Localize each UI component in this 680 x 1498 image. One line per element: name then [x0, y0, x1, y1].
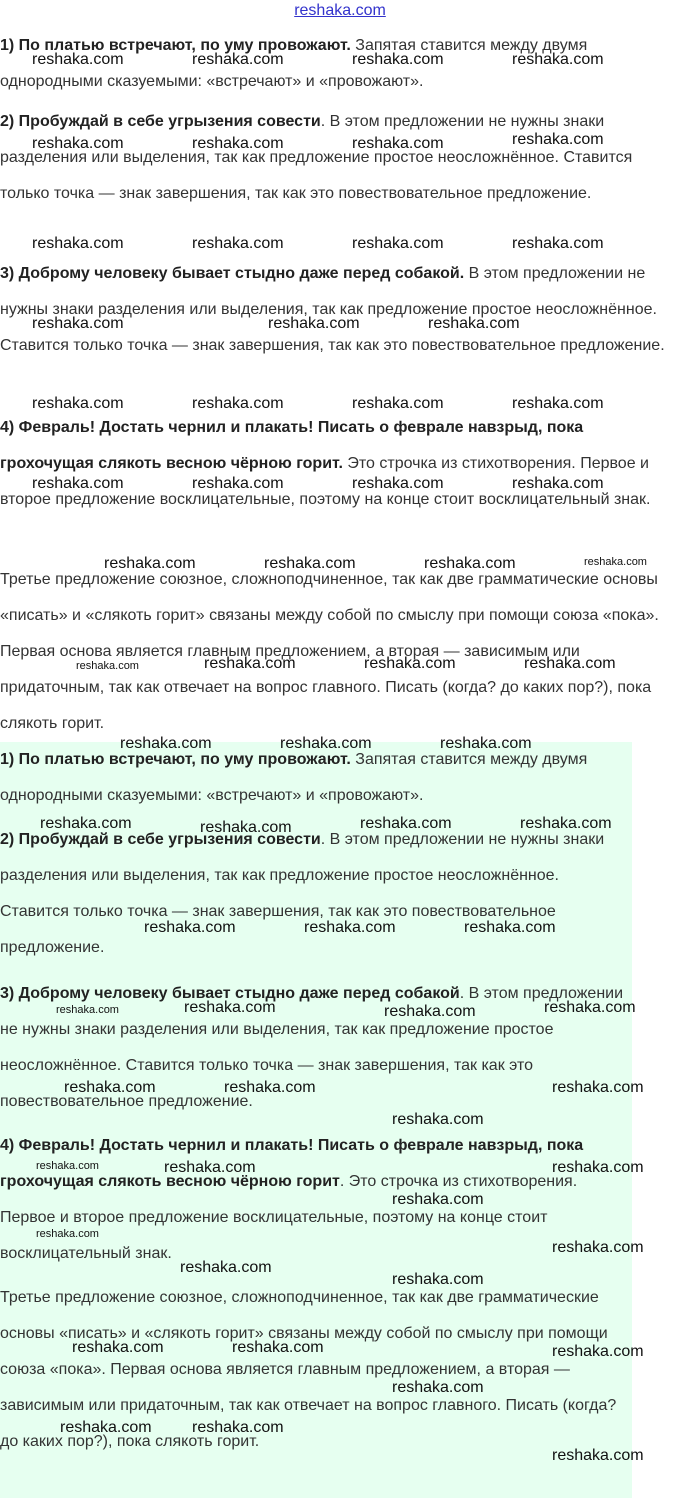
watermark: reshaka.com — [164, 1159, 256, 1176]
watermark: reshaka.com — [352, 51, 444, 68]
answer-b-item-3 — [0, 976, 628, 1120]
watermark: reshaka.com — [512, 51, 604, 68]
watermark: reshaka.com — [524, 655, 616, 672]
answer-a-item-3-text: В этом предложении не нужны знаки разделения или выделения, так как предложение простое неосложнённое. Ставится только точка — знак завершения, так как это повествовательное предложение. — [0, 265, 665, 354]
answer-a-item-3 — [0, 256, 678, 364]
watermark: reshaka.com — [392, 1191, 484, 1208]
answer-a-item-2-bold: 2) Пробуждай в себе угрызения совести — [0, 113, 321, 130]
watermark: reshaka.com — [440, 735, 532, 752]
watermark: reshaka.com — [72, 1339, 164, 1356]
watermark: reshaka.com — [552, 1239, 644, 1256]
watermark: reshaka.com — [60, 1419, 152, 1436]
watermark: reshaka.com — [392, 1111, 484, 1128]
watermark: reshaka.com — [512, 235, 604, 252]
watermark: reshaka.com — [360, 815, 452, 832]
watermark: reshaka.com — [464, 919, 556, 936]
watermark: reshaka.com — [392, 1379, 484, 1396]
watermark: reshaka.com — [520, 815, 612, 832]
answer-b-item-5-text: Третье предложение союзное, сложноподчиненное, так как две грамматические основы «писать» и «слякоть горит» связаны между собой по смыслу при помощи союза «пока». Первая основа является главным предложением, а вторая — зависимым или придаточным, так как отвечает на вопрос главного. Писать (когда? до каких пор?), пока слякоть горит. — [0, 1289, 617, 1450]
watermark: reshaka.com — [584, 556, 647, 568]
watermark: reshaka.com — [364, 655, 456, 672]
watermark: reshaka.com — [120, 735, 212, 752]
answer-a-item-1 — [0, 28, 678, 100]
watermark: reshaka.com — [192, 395, 284, 412]
answer-b-item-3-text: . В этом предложении не нужны знаки разделения или выделения, так как предложение простое неосложнённое. Ставится только точка — знак завершения, так как это повествовательное предложение. — [0, 985, 624, 1110]
watermark: reshaka.com — [192, 475, 284, 492]
answer-b-item-1-bold: 1) По платью встречают, по уму провожают. — [0, 751, 351, 768]
watermark: reshaka.com — [56, 1004, 119, 1016]
answer-a-item-2 — [0, 104, 678, 212]
answer-a-item-1-text: Запятая ставится между двумя однородными сказуемыми: «встречают» и «провожают». — [0, 37, 588, 90]
answer-a-item-4-bold: 4) Февраль! Достать чернил и плакать! Писать о феврале навзрыд, пока грохочущая слякоть весною чёрною горит. — [0, 419, 584, 472]
watermark: reshaka.com — [552, 1159, 644, 1176]
watermark: reshaka.com — [544, 999, 636, 1016]
watermark: reshaka.com — [280, 735, 372, 752]
answer-a-item-4 — [0, 410, 678, 518]
watermark: reshaka.com — [512, 475, 604, 492]
watermark: reshaka.com — [512, 395, 604, 412]
watermark: reshaka.com — [76, 660, 139, 672]
watermark: reshaka.com — [512, 131, 604, 148]
answer-b-item-3-bold: 3) Доброму человеку бывает стыдно даже перед собакой — [0, 985, 460, 1002]
answer-b-item-4 — [0, 1128, 628, 1272]
watermark: reshaka.com — [32, 475, 124, 492]
watermark: reshaka.com — [64, 1079, 156, 1096]
answer-b-item-4-bold: 4) Февраль! Достать чернил и плакать! Писать о феврале навзрыд, пока грохочущая слякоть весною чёрною горит — [0, 1137, 584, 1190]
watermark: reshaka.com — [352, 135, 444, 152]
watermark: reshaka.com — [552, 1343, 644, 1360]
answer-a-item-5-text: Третье предложение союзное, сложноподчиненное, так как две грамматические основы «писать» и «слякоть горит» связаны между собой по смыслу при помощи союза «пока». Первая основа является главным предложением, а вторая — зависимым или придаточным, так как отвечает на вопрос главного. Писать (когда? до каких пор?), пока слякоть горит. — [0, 571, 659, 732]
watermark: reshaka.com — [184, 999, 276, 1016]
watermark: reshaka.com — [32, 135, 124, 152]
watermark: reshaka.com — [424, 555, 516, 572]
watermark: reshaka.com — [32, 51, 124, 68]
watermark: reshaka.com — [104, 555, 196, 572]
watermark: reshaka.com — [304, 919, 396, 936]
answer-a-item-1-bold: 1) По платью встречают, по уму провожают. — [0, 37, 351, 54]
answer-b-item-2 — [0, 819, 628, 966]
watermark: reshaka.com — [36, 1160, 99, 1172]
watermark: reshaka.com — [32, 235, 124, 252]
watermark: reshaka.com — [352, 395, 444, 412]
answer-b-item-2-bold: 2) Пробуждай в себе угрызения совести — [0, 831, 321, 848]
answer-section-a — [0, 24, 680, 740]
watermark: reshaka.com — [144, 919, 236, 936]
watermark: reshaka.com — [36, 1228, 99, 1240]
answer-a-item-4-text: Это строчка из стихотворения. Первое и второе предложение восклицательные, поэтому на конце стоит восклицательный знак. — [0, 455, 651, 508]
watermark: reshaka.com — [180, 1259, 272, 1276]
watermark: reshaka.com — [32, 315, 124, 332]
answer-a-item-3-bold: 3) Доброму человеку бывает стыдно даже перед собакой. — [0, 265, 465, 282]
watermark: reshaka.com — [192, 235, 284, 252]
watermark: reshaka.com — [232, 1339, 324, 1356]
answer-b-item-2-text: . В этом предложении не нужны знаки разделения или выделения, так как предложение простое неосложнённое. Ставится только точка — знак завершения, так как это повествовательное предложение. — [0, 831, 605, 956]
answer-a-item-5 — [0, 562, 678, 742]
watermark: reshaka.com — [552, 1447, 644, 1464]
answer-section-b — [0, 742, 632, 1498]
answer-b-item-1 — [0, 742, 628, 814]
watermark: reshaka.com — [204, 655, 296, 672]
watermark: reshaka.com — [428, 315, 520, 332]
answer-b-item-5 — [0, 1280, 628, 1460]
watermark: reshaka.com — [200, 819, 292, 836]
watermark: reshaka.com — [264, 555, 356, 572]
watermark: reshaka.com — [392, 1271, 484, 1288]
watermark: reshaka.com — [192, 135, 284, 152]
watermark: reshaka.com — [552, 1079, 644, 1096]
watermark: reshaka.com — [192, 1419, 284, 1436]
watermark: reshaka.com — [32, 395, 124, 412]
site-link[interactable]: reshaka.com — [294, 2, 386, 19]
watermark: reshaka.com — [352, 475, 444, 492]
watermark: reshaka.com — [352, 235, 444, 252]
answer-a-item-2-text: . В этом предложении не нужны знаки разделения или выделения, так как предложение простое неосложнённое. Ставится только точка — знак завершения, так как это повествовательное предложение. — [0, 113, 633, 202]
watermark: reshaka.com — [192, 51, 284, 68]
answer-b-item-4-text: . Это строчка из стихотворения. Первое и второе предложение восклицательные, поэтому на конце стоит восклицательный знак. — [0, 1173, 578, 1262]
watermark: reshaka.com — [268, 315, 360, 332]
watermark: reshaka.com — [224, 1079, 316, 1096]
watermark: reshaka.com — [384, 1003, 476, 1020]
answer-b-item-1-text: Запятая ставится между двумя однородными сказуемыми: «встречают» и «провожают». — [0, 751, 588, 804]
watermark: reshaka.com — [40, 815, 132, 832]
